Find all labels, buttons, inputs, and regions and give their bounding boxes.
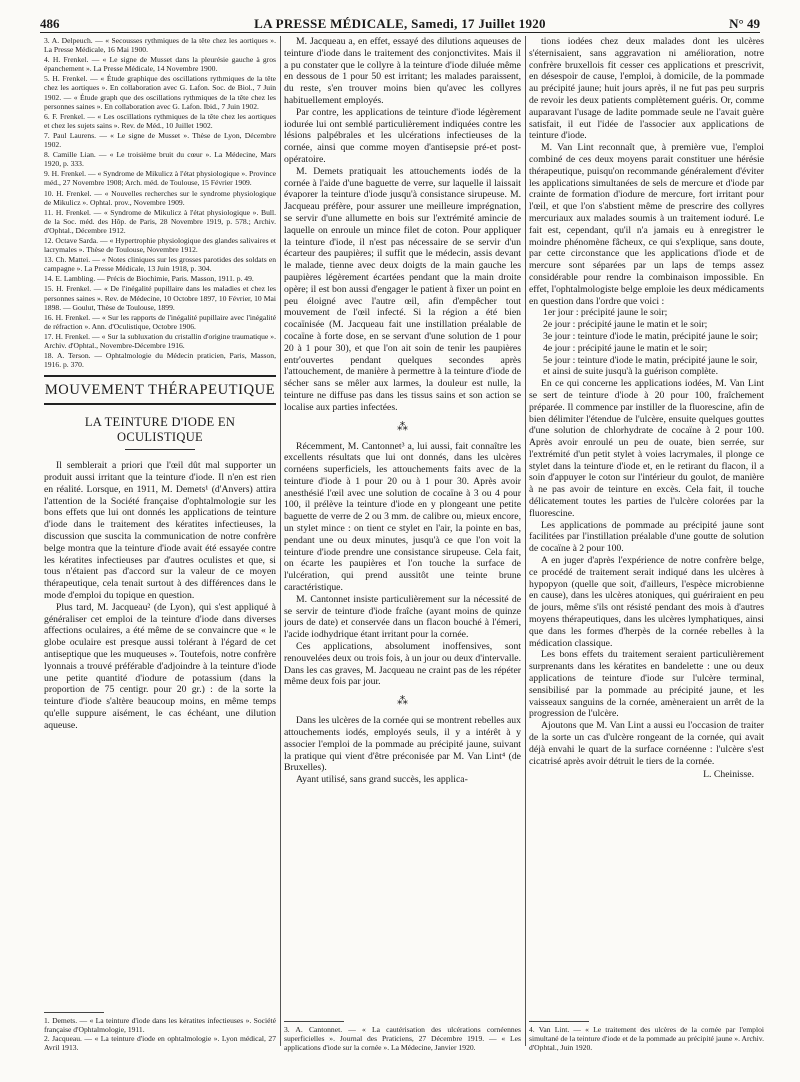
footnotes-col1 <box>44 1012 276 1052</box>
paragraph: M. Van Lint reconnaît que, à première vue, l'emploi combiné de ces deux moyens parait constituer une hérésie thérapeutique, puisqu'on recommande généralement d'éviter les applications simultanées de sels de mercure et d'iode par crainte de formation d'iodure de mercure, fort irritant pour l'œil, et que l'on s'abstient même de prescrire des collyres mercuriaux aux malades soumis à un traitement ioduré. Le fait est, cependant, qu'il n'a jamais eu à enregistrer le moindre phénomène fâcheux, ce qui s'explique, sans doute, par cette circonstance que les applications d'iode et de mercure sont séparées par un laps de temps assez considérable pour rendre la combinaison impossible. En effet, l'ophtalmologiste belge emploie les deux médicaments en question dans l'ordre que voici : <box>529 142 764 307</box>
footnotes-col3 <box>529 1021 764 1052</box>
schedule-item: 5e jour : teinture d'iode le matin, précipité jaune le soir, et ainsi de suite jusqu'à la guérison complète. <box>543 354 758 378</box>
reference-item: 12. Octave Sarda. — « Hypertrophie physiologique des glandes salivaires et lacrymales ». Thèse de Toulouse, Novembre 1912. <box>44 235 276 255</box>
treatment-schedule <box>529 307 764 378</box>
column-1 <box>44 36 276 1066</box>
article-body-col2b <box>284 441 521 689</box>
paragraph: M. Jacqueau a, en effet, essayé des dilutions aqueuses de teinture d'iode dans le traitement des conjonctivites. Mais il a pu constater que le collyre à la teinture d'iode diluée même en dessous de 1 pour 50 est irritant; les malades paraissent, du reste, s'en trouver moins bien qu'avec les collyres habituellement employés. <box>284 36 521 106</box>
paragraph: Il semblerait a priori que l'œil dût mal supporter un produit aussi irritant que la teinture d'iode. Il n'en est rien en réalité. Lorsque, en 1911, M. Demets¹ (d'Anvers) attira l'attention de la Société française d'ophtalmologie sur les bons effets que lui ont donnés les applications de teinture d'iode dans le traitement des kératites infectieuses, la discussion que suscita la communication de notre confrère belge montra que la teinture d'iode avait été essayée contre les kératites infectieuses par d'autres oculistes et que, si tous n'étaient pas d'accord sur la valeur de ce moyen thérapeutique, cela tenait surtout à des différences dans le mode d'emploi du topique en question. <box>44 460 276 602</box>
column-divider <box>280 36 281 1046</box>
paragraph: Par contre, les applications de teinture d'iode légèrement iodurée lui ont semblé particulièrement indiquées contre les lésions palpébrales et les ulcérations infectieuses de la cornée, ainsi que comme moyen d'antisepsie pré-et post-opératoire. <box>284 106 521 165</box>
issue-number: N° 49 <box>729 16 760 31</box>
reference-item: 14. E. Lambling. — Précis de Biochimie, Paris. Masson, 1911. p. 49. <box>44 274 254 284</box>
reference-item: 3. A. Delpeuch. — « Secousses rythmiques de la tête chez les aortiques ». La Presse Médicale, 16 Mai 1900. <box>44 36 276 55</box>
schedule-item: 4e jour : précipité jaune le matin et le soir; <box>543 342 708 354</box>
reference-item: 5. H. Frenkel. — « Étude graphique des oscillations rythmiques de la tête chez les aortiques ». En collaboration avec G. Lafon. Soc. de Biol., 7 Juin 1902. — « Étude graph que des oscillations rythmiques de la tête chez les personnes saines ». En collaboration avec G. Lafon. Ibid., 7 Juin 1902. <box>44 74 276 111</box>
article-body-col2a <box>284 36 521 414</box>
paragraph: tions iodées chez deux malades dont les ulcères s'éternisaient, sans aggravation ni amélioration, notre confrère bruxellois fit cesser ces applications et prescrivit, en désespoir de cause, l'emploi, à domicile, de la pommade au précipité jaune; huit jours après, il ne fut pas peu surpris de revoir les deux patients complètement guéris. Or, comme auparavant l'usage de ladite pommade seule ne l'avait guère satisfait, il eut l'idée de l'associer aux applications de teinture d'iode. <box>529 36 764 142</box>
paragraph: Ajoutons que M. Van Lint a aussi eu l'occasion de traiter de la sorte un cas d'ulcère rongeant de la cornée, qui avait déjà envahi le quart de la surface cornéenne : l'ulcère s'est cicatrisé après avoir détruit le tiers de la cornée. <box>529 720 764 767</box>
reference-item: 8. Camille Lian. — « Le troisième bruit du cœur ». La Médecine, Mars 1920, p. 333. <box>44 150 276 169</box>
paragraph: A en juger d'après l'expérience de notre confrère belge, ce procédé de traitement serait indiqué dans les ulcères à hypopyon (quelle que soit, d'ailleurs, l'espèce microbienne en cause), dans les ulcères atoniques, qui guériraient en peu de jours, même s'ils ont résisté pendant des mois à d'autres moyens thérapeutiques, dans les ulcères lymphatiques, ainsi que dans les formes d'herpès de la cornée rebelles à la médication classique. <box>529 555 764 649</box>
reference-item: 15. H. Frenkel. — « De l'inégalité pupillaire dans les maladies et chez les personnes saines ». Rev. de Médecine, 10 Octobre 1897, 10 Février, 10 Mai 1898. — Goulut, Thèse de Toulouse, 1899. <box>44 284 276 312</box>
header-rule <box>40 32 760 33</box>
reference-item: 13. Ch. Mattei. — « Notes cliniques sur les grosses parotides des soldats en campagne ». La Presse Médicale, 13 Juin 1918, p. 304. <box>44 255 276 274</box>
reference-item: 17. H. Frenkel. — « Sur la subluxation du cristallin d'origine traumatique ». Archiv. d'Ophtal., Novembre-Décembre 1916. <box>44 331 276 350</box>
page-number: 486 <box>40 16 60 31</box>
schedule-item: 2e jour : précipité jaune le matin et le soir; <box>543 319 708 331</box>
paragraph: Dans les ulcères de la cornée qui se montrent rebelles aux attouchements iodés, employés seuls, il y a intérêt à y associer l'emploi de la pommade au précipité jaune, suivant la pratique qui vient d'être préconisée par M. Van Lint⁴ (de Bruxelles). <box>284 715 521 774</box>
reference-item: 7. Paul Laurens. — « Le signe de Musset ». Thèse de Lyon, Décembre 1902. <box>44 130 276 150</box>
reference-item: 9. H. Frenkel. — « Syndrome de Mikulicz à l'état physiologique ». Province méd., 27 Novembre 1908; Arch. méd. de Toulouse, 15 Février 1909. <box>44 169 276 188</box>
paragraph: Les bons effets du traitement seraient particulièrement surprenants dans les kératites en bandelette : une ou deux applications de teinture d'iode sur l'ulcère terminal, sensibilisé par la pommade au précipité jaune, et les vaisseaux sanguins de la cornée, amèneraient un arrêt de la progression de l'ulcère. <box>529 649 764 720</box>
article-title: LA TEINTURE D'IODE EN OCULISTIQUE <box>84 415 236 445</box>
paragraph: Ces applications, absolument inoffensives, sont renouvelées deux ou trois fois, à un jour ou deux d'intervalle. Dans les cas graves, M. Jacqueau ne craint pas de les répéter même deux fois par jour. <box>284 641 521 688</box>
reference-item: 18. A. Terson. — Ophtalmologie du Médecin praticien, Paris, Masson, 1916. p. 370. <box>44 351 276 370</box>
author-signature: L. Cheinisse. <box>703 769 754 781</box>
paragraph: M. Demets pratiquait les attouchements iodés de la cornée à l'aide d'une baguette de verre, sur laquelle il laissait évaporer la teinture d'iode jusqu'à consistance sirupeuse. M. Jacqueau préfère, pour assurer une meilleure imprégnation, se servir d'une allumette en bois sur l'extrémité amincie de laquelle on enroule un mince filet de coton. Pour appliquer la teinture d'iode, il n'est pas nécessaire de se servir d'un écarteur des paupières; il suffit que le médecin, assis devant le malade, tienne avec deux doigts de la main gauche les paupières légèrement écartées pendant que la main droite opère; il est bon aussi d'engager le patient à fixer un point en peu éloigné avec l'autre œil, afin d'empêcher tout mouvement de l'œil infecté. Si la région a été bien cocaïnisée (M. Jacqueau fait une instillation préalable de cocaïne à forte dose, en se servant d'une solution de 1 pour 20 à 1 pour 30), et que l'on ait soin de tenir les paupières entr'ouvertes pendant quelques secondes après l'attouchement, de manière à permettre à la teinture d'iode de sécher sans se mêler aux larmes, la douleur est nulle, la teinture ne diffuse pas dans les tissus sains et son action se localise aux parties infectées. <box>284 165 521 413</box>
reference-item: 10. H. Frenkel. — « Nouvelles recherches sur le syndrome physiologique de Mikulicz ». Ophtal. prov., Novembre 1909. <box>44 188 276 207</box>
paragraph: Plus tard, M. Jacqueau² (de Lyon), qui s'est appliqué à généraliser cet emploi de la teinture d'iode dans diverses affections oculaires, a été même de se convaincre que « le globe oculaire est presque aussi tolérant à l'égard de cet antiseptique que les muqueuses ». Toutefois, notre confrère lyonnais a trouvé préférable d'adjoindre à la teinture d'iode une petite quantité d'iodure de potassium (dans la proportion de 75 centigr. pour 20 gr.) : de la sorte la teinture d'iode s'altère beaucoup moins, en même temps qu'elle suppure aisément, le cas échéant, une dilution aqueuse. <box>44 601 276 731</box>
title-rule <box>125 449 195 450</box>
footnote: 4. Van Lint. — « Le traitement des ulcères de la cornée par l'emploi simultané de la teinture d'iode et de la pommade au précipité jaune ». Archiv. d'Ophtal., Juin 1920. <box>529 1025 764 1052</box>
column-2 <box>284 36 521 1066</box>
paragraph: En ce qui concerne les applications iodées, M. Van Lint se sert de teinture d'iode à 20 pour 100, fraîchement préparée. Il commence par instiller de la fluorescine, afin de bien délimiter l'étendue de l'ulcère, ensuite quelques gouttes d'une solution de chlorhydrate de cocaïne à 2 pour 100. Après avoir enroulé un peu de ouate, bien serrée, sur l'extrémité d'un petit stylet à voies lacrymales, il plonge ce stylet dans la teinture d'iode et, en le retirant du flacon, il a soin d'appuyer le coton sur l'intérieur du goulot, de manière à ne pas avoir de teinture en excès. Cela fait, il touche délicatement toutes les parties de l'ulcère colorées par la fluorescine. <box>529 378 764 519</box>
reference-list <box>44 36 276 369</box>
section-separator: ⁂ <box>397 695 408 708</box>
paragraph: M. Cantonnet insiste particulièrement sur la nécessité de se servir de teinture d'iode fraîche (ayant moins de quinze jours de date) et conservée dans un flacon bouché à l'émeri, l'acide iodhydrique étant irritant pour la cornée. <box>284 593 521 641</box>
column-divider <box>525 36 526 1046</box>
paragraph: Récemment, M. Cantonnet³ a, lui aussi, fait connaître les excellents résultats que lui ont donnés, dans les ulcères cornéens superficiels, les attouchements faits avec de la teinture d'iode à 1 pour 20 ou à 1 pour 30. Après avoir anesthésié l'œil avec une solution de cocaïne à 3 ou 4 pour 100, il prélève la teinture d'iode en y plongeant une petite baguette de verre de 2 ou 3 mm. de calibre ou, mieux encore, un stylet mince : on tient ce stylet en l'air, la pointe en bas, pendant une ou deux minutes, jusqu'à ce que l'on voit la teinture d'iode prendre une consistance sirupeuse. Cela fait, on écarte les paupières et l'on touche la surface de l'ulcération, qui prend aussitôt une teinte brune caractéristique. <box>284 440 521 594</box>
footnote: 3. A. Cantonnet. — « La cautérisation des ulcérations cornéennes superficielles ». Journal des Praticiens, 27 Décembre 1919. — « Les applications d'iode sur la cornée ». La Médecine, Janvier 1920. <box>284 1025 521 1052</box>
article-body-col2c <box>284 715 521 786</box>
paragraph: Ayant utilisé, sans grand succès, les applica- <box>296 774 468 786</box>
schedule-item: 1er jour : précipité jaune le soir; <box>543 307 668 319</box>
article-body-col1 <box>44 460 276 731</box>
footnotes-col2 <box>284 1021 521 1052</box>
journal-title: LA PRESSE MÉDICALE, Samedi, 17 Juillet 1920 <box>254 16 546 31</box>
section-separator: ⁂ <box>397 420 408 433</box>
section-title: MOUVEMENT THÉRAPEUTIQUE <box>44 375 276 405</box>
reference-item: 6. F. Frenkel. — « Les oscillations rythmiques de la tête chez les aortiques et chez les sujets sains ». Rev. de Méd., 10 Juillet 1902. <box>44 111 276 130</box>
reference-item: 4. H. Frenkel. — « Le signe de Musset dans la pleurésie gauche à gros épanchement ». La Presse Médicale, 14 Novembre 1900. <box>44 55 276 74</box>
paragraph: Les applications de pommade au précipité jaune sont facilitées par l'instillation préalable d'une goutte de solution de cocaïne à 2 pour 100. <box>529 519 764 555</box>
footnote: 2. Jacqueau. — « La teinture d'iode en ophtalmologie ». Lyon médical, 27 Avril 1913. <box>44 1034 276 1052</box>
article-body-col3a <box>529 36 764 307</box>
reference-item: 11. H. Frenkel. — « Syndrome de Mikulicz à l'état physiologique ». Bull. de la Soc. méd. des Hôp. de Paris, 28 Novembre 1919, p. 578.; Archiv. d'Ophtal., Décembre 1912. <box>44 207 276 235</box>
footnote: 1. Demets. — « La teinture d'iode dans les kératites infectieuses ». Société française d'Ophtalmologie, 1911. <box>44 1016 276 1034</box>
page-header <box>40 12 760 34</box>
article-body-col3b <box>529 378 764 767</box>
schedule-item: 3e jour : teinture d'iode le matin, précipité jaune le soir; <box>543 330 759 342</box>
reference-item: 16. H. Frenkel. — « Sur les rapports de l'inégalité pupillaire avec l'inégalité de réfraction ». Ann. d'Oculistique, Octobre 1906. <box>44 312 276 331</box>
column-3 <box>529 36 764 1066</box>
